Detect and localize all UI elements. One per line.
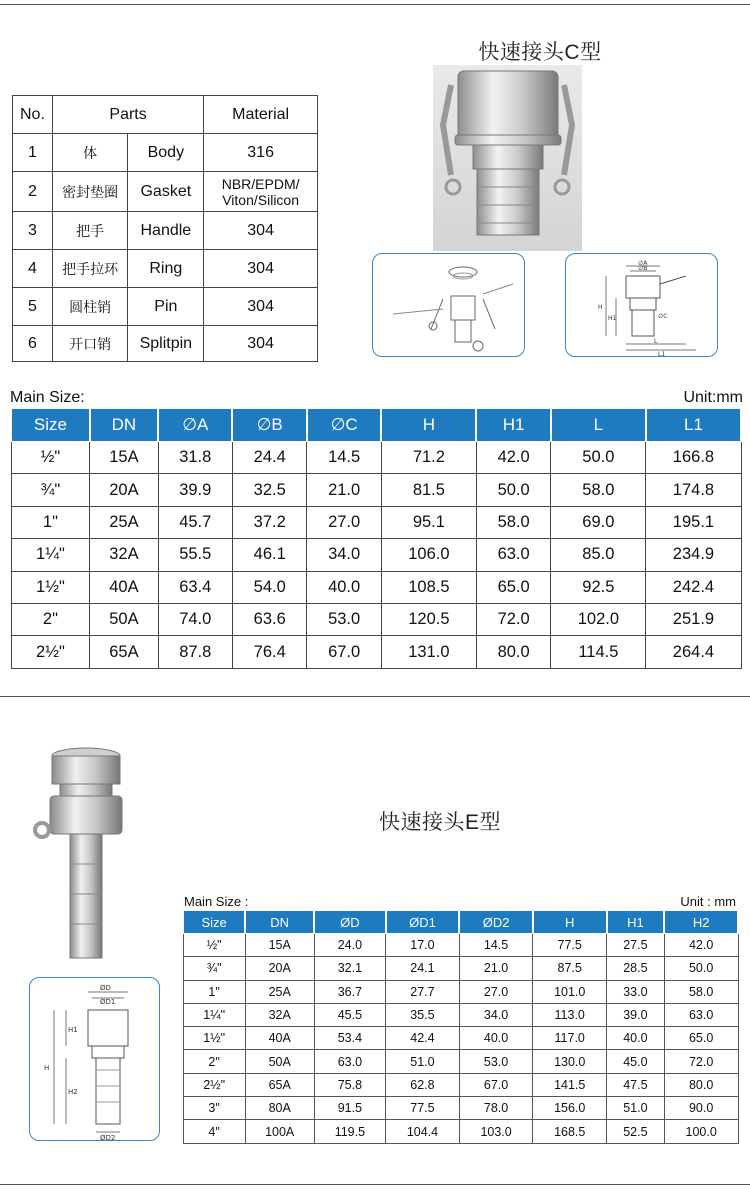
part-material: 304 — [204, 250, 318, 288]
table-cell: 27.5 — [607, 934, 665, 957]
part-material: 304 — [204, 326, 318, 362]
table-cell: 114.5 — [551, 636, 646, 668]
table-cell: 264.4 — [646, 636, 741, 668]
table-cell: 53.0 — [307, 603, 381, 635]
table-cell: 78.0 — [459, 1097, 533, 1120]
table-cell: 54.0 — [232, 571, 306, 603]
table-cell: 58.0 — [476, 506, 550, 538]
table-cell: 156.0 — [533, 1097, 607, 1120]
parts-row — [13, 288, 318, 326]
section-e-title: 快速接头E型 — [378, 811, 501, 834]
table-cell: 20A — [90, 474, 158, 506]
table-cell: 81.5 — [381, 474, 476, 506]
table-cell: 92.5 — [551, 571, 646, 603]
table-cell: 251.9 — [646, 603, 741, 635]
table-cell: 58.0 — [551, 474, 646, 506]
table-cell: 31.8 — [158, 442, 232, 474]
table-cell: 101.0 — [533, 980, 607, 1003]
table-cell: 67.0 — [459, 1073, 533, 1096]
table-cell: 17.0 — [386, 934, 460, 957]
table-cell: 63.0 — [664, 1003, 738, 1026]
header-parts: Parts — [52, 96, 203, 134]
part-material: 304 — [204, 288, 318, 326]
table-cell: 65.0 — [476, 571, 550, 603]
table-row — [183, 1003, 738, 1026]
table-cell: 27.0 — [459, 980, 533, 1003]
material-line-2: Viton/Silicon — [222, 191, 300, 208]
part-material: 316 — [204, 134, 318, 172]
table-cell: 65A — [90, 636, 158, 668]
table-cell: 75.8 — [314, 1073, 386, 1096]
dimension-drawing-e-svg — [30, 978, 160, 1141]
table-cell: 40.0 — [307, 571, 381, 603]
table-cell: 40A — [90, 571, 158, 603]
col-h: H — [381, 409, 476, 442]
table-cell: 63.0 — [476, 539, 550, 571]
table-cell: 242.4 — [646, 571, 741, 603]
table-row — [11, 603, 741, 635]
table-cell: 102.0 — [551, 603, 646, 635]
col-l1: L1 — [646, 409, 741, 442]
part-no: 6 — [13, 326, 53, 362]
table-cell: 91.5 — [314, 1097, 386, 1120]
dim-label-d2: ØD2 — [100, 1134, 116, 1141]
table-cell: 40.0 — [607, 1027, 665, 1050]
table-row — [183, 1073, 738, 1096]
col-b: ∅B — [232, 409, 306, 442]
table-cell: 50.0 — [664, 957, 738, 980]
table-cell: 32A — [90, 539, 158, 571]
table-cell: 45.5 — [314, 1003, 386, 1026]
exploded-view-drawing — [373, 254, 525, 357]
dim-label-h2-e: H2 — [68, 1088, 78, 1096]
table-cell: 71.2 — [381, 442, 476, 474]
table-cell: 63.0 — [314, 1050, 386, 1073]
table-cell: 1¼" — [11, 539, 90, 571]
col-c: ∅C — [307, 409, 381, 442]
table-row — [11, 506, 741, 538]
coupling-c-photo — [433, 65, 582, 251]
table-cell: 51.0 — [386, 1050, 460, 1073]
table-cell: ½" — [183, 934, 245, 957]
part-no: 3 — [13, 212, 53, 250]
dimension-drawing-c — [565, 253, 718, 357]
col-size: Size — [183, 911, 245, 934]
part-no: 5 — [13, 288, 53, 326]
col-d: ØD — [314, 911, 386, 934]
size-table-e — [182, 910, 739, 1144]
table-cell: 21.0 — [307, 474, 381, 506]
table-row — [11, 474, 741, 506]
table-cell: 32.1 — [314, 957, 386, 980]
parts-row — [13, 250, 318, 288]
table-cell: 63.4 — [158, 571, 232, 603]
table-cell: 63.6 — [232, 603, 306, 635]
col-h1: H1 — [607, 911, 665, 934]
table-cell: 45.0 — [607, 1050, 665, 1073]
col-l: L — [551, 409, 646, 442]
table-cell: 119.5 — [314, 1120, 386, 1143]
unit-label-e: Unit : mm — [680, 894, 736, 909]
parts-row — [13, 326, 318, 362]
material-line-1: NBR/EPDM/ — [221, 175, 300, 192]
table-cell: 120.5 — [381, 603, 476, 635]
col-a: ∅A — [158, 409, 232, 442]
parts-row — [13, 212, 318, 250]
table-cell: 100.0 — [664, 1120, 738, 1143]
table-cell: 1½" — [11, 571, 90, 603]
part-no: 1 — [13, 134, 53, 172]
part-name-en: Gasket — [128, 172, 204, 212]
table-cell: 42.0 — [476, 442, 550, 474]
table-cell: 39.9 — [158, 474, 232, 506]
dim-label-h1-e: H1 — [68, 1026, 78, 1034]
col-dn: DN — [245, 911, 314, 934]
table-cell: 34.0 — [307, 539, 381, 571]
table-cell: 76.4 — [232, 636, 306, 668]
table-cell: 39.0 — [607, 1003, 665, 1026]
coupling-e-illustration — [30, 742, 140, 964]
bottom-divider — [0, 1184, 750, 1185]
table-cell: 1¼" — [183, 1003, 245, 1026]
table-cell: 108.5 — [381, 571, 476, 603]
table-cell: 2" — [183, 1050, 245, 1073]
table-cell: 2" — [11, 603, 90, 635]
table-cell: 2½" — [11, 636, 90, 668]
table-cell: 55.5 — [158, 539, 232, 571]
table-cell: 130.0 — [533, 1050, 607, 1073]
dim-label-h1: H1 — [608, 315, 617, 322]
table-cell: 32.5 — [232, 474, 306, 506]
table-cell: 1" — [183, 980, 245, 1003]
table-row — [11, 636, 741, 668]
table-cell: 50A — [245, 1050, 314, 1073]
main-size-label-c: Main Size: — [10, 389, 85, 406]
table-row — [183, 1120, 738, 1143]
part-material: 304 — [204, 212, 318, 250]
table-cell: 33.0 — [607, 980, 665, 1003]
table-cell: 65.0 — [664, 1027, 738, 1050]
table-cell: 80.0 — [664, 1073, 738, 1096]
table-cell: 24.1 — [386, 957, 460, 980]
part-name-cn: 密封垫圈 — [52, 172, 128, 212]
table-cell: 104.4 — [386, 1120, 460, 1143]
table-cell: 74.0 — [158, 603, 232, 635]
table-cell: 2½" — [183, 1073, 245, 1096]
table-cell: 53.4 — [314, 1027, 386, 1050]
table-cell: 15A — [90, 442, 158, 474]
table-row — [183, 934, 738, 957]
table-row — [183, 1027, 738, 1050]
table-cell: ¾" — [11, 474, 90, 506]
table-cell: 62.8 — [386, 1073, 460, 1096]
part-name-cn: 把手 — [52, 212, 128, 250]
table-cell: 69.0 — [551, 506, 646, 538]
table-cell: 85.0 — [551, 539, 646, 571]
table-cell: 103.0 — [459, 1120, 533, 1143]
table-cell: 36.7 — [314, 980, 386, 1003]
dimension-drawing-c-svg — [566, 254, 718, 357]
table-cell: 53.0 — [459, 1050, 533, 1073]
part-name-en: Body — [128, 134, 204, 172]
size-table-c-header — [11, 409, 741, 442]
table-cell: 14.5 — [307, 442, 381, 474]
dim-label-h: H — [598, 304, 603, 311]
table-cell: 14.5 — [459, 934, 533, 957]
table-cell: 27.7 — [386, 980, 460, 1003]
table-cell: 40A — [245, 1027, 314, 1050]
table-cell: 174.8 — [646, 474, 741, 506]
table-cell: 25A — [90, 506, 158, 538]
table-cell: 195.1 — [646, 506, 741, 538]
table-cell: 4" — [183, 1120, 245, 1143]
header-no: No. — [13, 96, 53, 134]
table-row — [11, 571, 741, 603]
table-cell: ½" — [11, 442, 90, 474]
table-cell: 234.9 — [646, 539, 741, 571]
table-cell: 168.5 — [533, 1120, 607, 1143]
table-cell: 1" — [11, 506, 90, 538]
table-cell: 35.5 — [386, 1003, 460, 1026]
table-cell: 50A — [90, 603, 158, 635]
dimension-drawing-e — [29, 977, 160, 1141]
table-cell: 58.0 — [664, 980, 738, 1003]
dim-label-b: ∅B — [638, 265, 648, 272]
parts-table — [12, 95, 318, 362]
table-cell: 47.5 — [607, 1073, 665, 1096]
table-cell: 72.0 — [664, 1050, 738, 1073]
table-cell: 166.8 — [646, 442, 741, 474]
table-row — [183, 957, 738, 980]
col-h1: H1 — [476, 409, 550, 442]
table-cell: 65A — [245, 1073, 314, 1096]
table-cell: 15A — [245, 934, 314, 957]
part-name-cn: 圆柱销 — [52, 288, 128, 326]
section-divider — [0, 696, 750, 697]
part-name-en: Handle — [128, 212, 204, 250]
part-name-en: Ring — [128, 250, 204, 288]
parts-row — [13, 172, 318, 212]
table-row — [183, 980, 738, 1003]
table-cell: 87.5 — [533, 957, 607, 980]
part-name-cn: 把手拉环 — [52, 250, 128, 288]
table-cell: 27.0 — [307, 506, 381, 538]
unit-label-c: Unit:mm — [683, 389, 743, 406]
dim-label-h-e: H — [44, 1064, 50, 1072]
table-cell: 141.5 — [533, 1073, 607, 1096]
table-row — [183, 1050, 738, 1073]
table-row — [11, 442, 741, 474]
table-cell: 80A — [245, 1097, 314, 1120]
header-material: Material — [204, 96, 318, 134]
table-cell: 32A — [245, 1003, 314, 1026]
table-cell: 87.8 — [158, 636, 232, 668]
table-cell: ¾" — [183, 957, 245, 980]
table-cell: 42.4 — [386, 1027, 460, 1050]
table-cell: 3" — [183, 1097, 245, 1120]
dim-label-d1: ØD1 — [100, 998, 116, 1006]
table-cell: 106.0 — [381, 539, 476, 571]
size-table-c-body — [11, 442, 741, 669]
table-cell: 117.0 — [533, 1027, 607, 1050]
part-no: 2 — [13, 172, 53, 212]
dim-label-c: ∅C — [658, 313, 668, 320]
top-divider — [0, 4, 750, 5]
dim-label-l: L — [654, 338, 658, 345]
table-cell: 67.0 — [307, 636, 381, 668]
col-h2: H2 — [664, 911, 738, 934]
section-c-title: 快速接头C型 — [478, 41, 602, 64]
size-table-c — [10, 408, 742, 669]
table-row — [183, 1097, 738, 1120]
table-cell: 52.5 — [607, 1120, 665, 1143]
coupling-c-illustration — [433, 65, 582, 251]
table-cell: 72.0 — [476, 603, 550, 635]
table-cell: 45.7 — [158, 506, 232, 538]
size-table-e-header — [183, 911, 738, 934]
table-cell: 80.0 — [476, 636, 550, 668]
parts-row — [13, 134, 318, 172]
exploded-view-diagram — [372, 253, 525, 357]
part-name-en: Splitpin — [128, 326, 204, 362]
table-cell: 100A — [245, 1120, 314, 1143]
part-name-cn: 体 — [52, 134, 128, 172]
col-dn: DN — [90, 409, 158, 442]
dim-label-d: ØD — [100, 984, 111, 992]
dim-label-l1: L1 — [658, 351, 666, 357]
table-row — [11, 539, 741, 571]
part-no: 4 — [13, 250, 53, 288]
col-d2: ØD2 — [459, 911, 533, 934]
table-cell: 24.0 — [314, 934, 386, 957]
table-cell: 42.0 — [664, 934, 738, 957]
table-cell: 20A — [245, 957, 314, 980]
table-cell: 25A — [245, 980, 314, 1003]
table-cell: 113.0 — [533, 1003, 607, 1026]
table-cell: 77.5 — [533, 934, 607, 957]
table-cell: 40.0 — [459, 1027, 533, 1050]
table-cell: 24.4 — [232, 442, 306, 474]
table-cell: 90.0 — [664, 1097, 738, 1120]
main-size-label-e: Main Size : — [184, 894, 249, 909]
col-h: H — [533, 911, 607, 934]
part-name-en: Pin — [128, 288, 204, 326]
table-cell: 37.2 — [232, 506, 306, 538]
table-cell: 1½" — [183, 1027, 245, 1050]
table-cell: 21.0 — [459, 957, 533, 980]
table-cell: 131.0 — [381, 636, 476, 668]
dim-label-a: ∅A — [638, 260, 648, 267]
table-cell: 95.1 — [381, 506, 476, 538]
table-cell: 46.1 — [232, 539, 306, 571]
table-cell: 51.0 — [607, 1097, 665, 1120]
size-table-e-body — [183, 934, 738, 1144]
part-name-cn: 开口销 — [52, 326, 128, 362]
table-cell: 50.0 — [551, 442, 646, 474]
col-size: Size — [11, 409, 90, 442]
table-cell: 34.0 — [459, 1003, 533, 1026]
table-cell: 28.5 — [607, 957, 665, 980]
coupling-e-photo — [30, 742, 140, 964]
part-material — [204, 172, 318, 212]
table-cell: 77.5 — [386, 1097, 460, 1120]
table-cell: 50.0 — [476, 474, 550, 506]
col-d1: ØD1 — [386, 911, 460, 934]
parts-header-row — [13, 96, 318, 134]
